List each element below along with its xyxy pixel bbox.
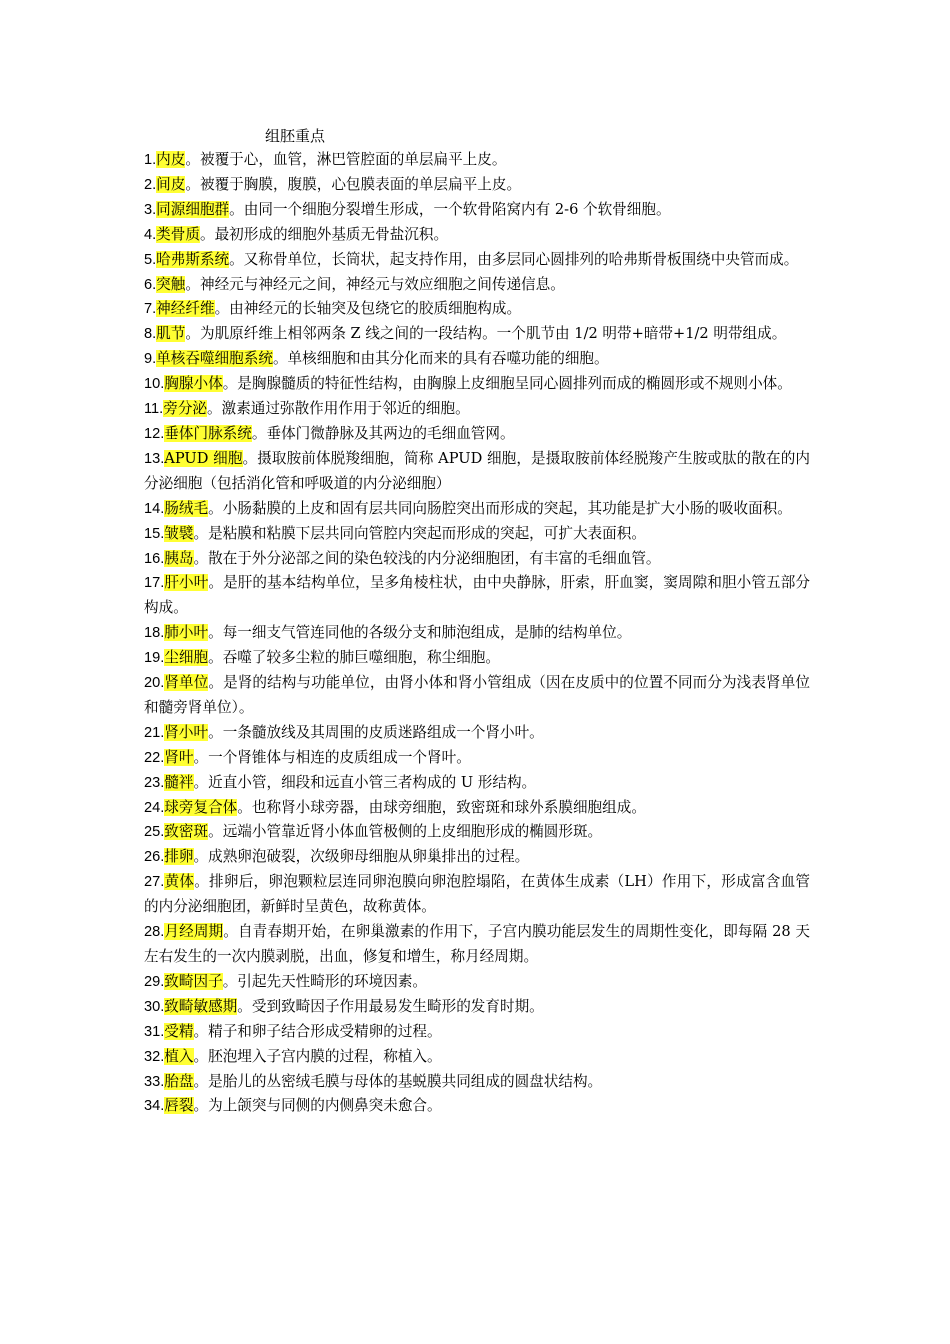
entry-number: 33.	[144, 1073, 165, 1090]
entry-definition: 。被覆于心，血管，淋巴管腔面的单层扁平上皮。	[185, 151, 507, 168]
entry-definition: 。受到致畸因子作用最易发生畸形的发育时期。	[237, 997, 544, 1015]
entry-number: 29.	[144, 973, 165, 990]
glossary-entry	[144, 447, 810, 497]
glossary-entry	[144, 297, 810, 322]
entry-term-highlighted: 同源细胞群	[156, 200, 230, 218]
entry-term-highlighted: 肺小叶	[164, 624, 209, 642]
entry-number: 24.	[144, 799, 165, 816]
glossary-entry	[144, 522, 810, 547]
glossary-entry	[144, 920, 810, 970]
entry-term-highlighted: 黄体	[164, 873, 195, 891]
glossary-entry	[144, 1045, 810, 1070]
entry-term-highlighted: 致畸敏感期	[164, 997, 238, 1015]
entry-definition: 。自青春期开始，在卵巢激素的作用下，子宫内膜功能层发生的周期性变化，即每隔 28 天左右发生的一次内膜剥脱，出血，修复和增生，称月经周期。	[144, 923, 810, 965]
entry-term-highlighted: 肾小叶	[164, 723, 209, 741]
entry-number: 6.	[144, 276, 157, 293]
entry-number: 32.	[144, 1048, 165, 1065]
glossary-entry	[144, 322, 810, 347]
entry-number: 2.	[144, 176, 157, 193]
entry-definition: 。最初形成的细胞外基质无骨盐沉积。	[199, 225, 449, 243]
glossary-entry	[144, 571, 810, 621]
entry-definition: 。又称骨单位，长筒状，起支持作用，由多层同心圆排列的哈弗斯骨板围绕中央管而成。	[229, 250, 799, 268]
entry-number: 15.	[144, 525, 165, 542]
entry-definition: 。胚泡埋入子宫内膜的过程，称植入。	[193, 1047, 442, 1065]
entry-number: 23.	[144, 774, 165, 791]
entry-definition: 。近直小管，细段和远直小管三者构成的 U 形结构。	[193, 773, 537, 791]
entry-definition: 。每一细支气管连同他的各级分支和肺泡组成，是肺的结构单位。	[208, 624, 632, 642]
entry-definition: 。为上颌突与同侧的内侧鼻突未愈合。	[193, 1097, 442, 1115]
entry-number: 25.	[144, 824, 165, 841]
glossary-entry	[144, 671, 810, 721]
entry-term-highlighted: 肾单位	[164, 674, 209, 692]
entry-definition: 。成熟卵泡破裂，次级卵母细胞从卵巢排出的过程。	[193, 848, 530, 866]
glossary-entry	[144, 1094, 810, 1119]
entry-definition: 。是粘膜和粘膜下层共同向管腔内突起而形成的突起，可扩大表面积。	[193, 524, 646, 542]
entry-definition: 。由神经元的长轴突及包绕它的胶质细胞构成。	[214, 300, 522, 318]
entry-definition: 。排卵后，卵泡颗粒层连同卵泡膜向卵泡腔塌陷，在黄体生成素（LH）作用下，形成富含血管的内分泌细胞团，新鲜时呈黄色，故称黄体。	[144, 873, 810, 916]
entry-number: 9.	[144, 351, 157, 368]
entry-term-highlighted: 受精	[164, 1022, 194, 1040]
glossary-entry	[144, 347, 810, 372]
glossary-entry	[144, 422, 810, 447]
entry-number: 31.	[144, 1023, 165, 1040]
entry-term-highlighted: 致畸因子	[164, 972, 223, 990]
glossary-entry	[144, 148, 810, 173]
entry-term-highlighted: 尘细胞	[164, 649, 209, 667]
entry-term-highlighted: 肝小叶	[164, 574, 209, 592]
entry-definition: 。是肾的结构与功能单位，由肾小体和肾小管组成（因在皮质中的位置不同而分为浅表肾单位和髓旁肾单位）。	[144, 674, 810, 716]
entry-definition: 。是胸腺髓质的特征性结构，由胸腺上皮细胞呈同心圆排列而成的椭圆形或不规则小体。	[222, 375, 792, 393]
entry-term-highlighted: 单核吞噬细胞系统	[156, 350, 273, 368]
entry-number: 19.	[144, 650, 165, 667]
entry-term-highlighted: 胎盘	[164, 1072, 194, 1090]
entry-number: 21.	[144, 724, 165, 741]
glossary-entry	[144, 746, 810, 771]
entry-number: 11.	[144, 401, 164, 418]
entry-term-highlighted: 旁分泌	[163, 400, 208, 418]
entry-term-highlighted: 内皮	[156, 151, 186, 168]
entry-term-highlighted: 月经周期	[164, 923, 224, 941]
entry-definition: 。引起先天性畸形的环境因素。	[222, 972, 428, 990]
entry-number: 3.	[144, 201, 157, 218]
entry-definition: 。激素通过弥散作用作用于邻近的细胞。	[207, 400, 470, 418]
entry-term-highlighted: 垂体门脉系统	[164, 424, 252, 442]
glossary-entry	[144, 771, 810, 796]
entry-definition: 。由同一个细胞分裂增生形成，一个软骨陷窝内有 2-6 个软骨细胞。	[229, 200, 671, 218]
glossary-entry	[144, 198, 810, 223]
entry-number: 16.	[144, 550, 165, 567]
entry-definition: 。远端小管靠近肾小体血管极侧的上皮细胞形成的椭圆形斑。	[208, 823, 603, 841]
glossary-entry	[144, 547, 810, 572]
glossary-entry	[144, 372, 810, 397]
glossary-entry	[144, 820, 810, 845]
entry-term-highlighted: 球旁复合体	[164, 798, 238, 816]
entry-number: 8.	[144, 326, 157, 343]
glossary-entry	[144, 273, 810, 298]
entry-number: 17.	[144, 575, 165, 592]
entry-definition: 。散在于外分泌部之间的染色较浅的内分泌细胞团，有丰富的毛细血管。	[193, 549, 661, 567]
entry-definition: 。是肝的基本结构单位，呈多角棱柱状，由中央静脉，肝索，肝血窦，窦周隙和胆小管五部分构成。	[144, 574, 810, 617]
glossary-entry	[144, 870, 810, 920]
entry-term-highlighted: 胰岛	[164, 549, 194, 567]
glossary-entry	[144, 995, 810, 1020]
entry-number: 13.	[144, 450, 165, 467]
entry-term-highlighted: 致密斑	[164, 823, 209, 841]
entry-term-highlighted: 肾叶	[164, 748, 194, 766]
entry-number: 30.	[144, 998, 165, 1015]
entry-number: 26.	[144, 849, 165, 866]
glossary-entry	[144, 223, 810, 248]
entry-definition: 。精子和卵子结合形成受精卵的过程。	[193, 1022, 442, 1040]
entry-definition: 。为肌原纤维上相邻两条 Z 线之间的一段结构。一个肌节由 1/2 明带+暗带+1/2 明带组成。	[185, 325, 787, 343]
entry-number: 4.	[144, 226, 157, 243]
entry-definition: 。是胎儿的丛密绒毛膜与母体的基蜕膜共同组成的圆盘状结构。	[193, 1072, 603, 1090]
entry-term-highlighted: 肌节	[156, 325, 186, 343]
entry-term-highlighted: 哈弗斯系统	[156, 250, 230, 268]
entry-number: 14.	[144, 500, 165, 517]
entry-term-highlighted: 唇裂	[164, 1097, 194, 1115]
entry-definition: 。摄取胺前体脱羧细胞，简称 APUD 细胞，是摄取胺前体经脱羧产生胺或肽的散在的内分泌细胞（包括消化管和呼吸道的内分泌细胞）	[144, 449, 810, 492]
entry-number: 34.	[144, 1098, 165, 1115]
entry-term-highlighted: 胸腺小体	[164, 375, 223, 393]
entry-definition: 。一个肾锥体与相连的皮质组成一个肾叶。	[193, 748, 471, 766]
entry-number: 10.	[144, 376, 165, 393]
glossary-list	[144, 148, 810, 1119]
entry-definition: 。垂体门微静脉及其两边的毛细血管网。	[251, 424, 515, 442]
entry-term-highlighted: 髓袢	[164, 773, 194, 791]
entry-number: 12.	[144, 425, 165, 442]
glossary-entry	[144, 646, 810, 671]
entry-term-highlighted: 肠绒毛	[164, 499, 209, 517]
glossary-entry	[144, 845, 810, 870]
entry-definition: 。被覆于胸膜，腹膜，心包膜表面的单层扁平上皮。	[185, 175, 522, 193]
entry-number: 7.	[144, 301, 157, 318]
entry-term-highlighted: 类骨质	[156, 225, 200, 243]
glossary-entry	[144, 173, 810, 198]
entry-definition: 。单核细胞和由其分化而来的具有吞噬功能的细胞。	[272, 350, 609, 368]
entry-number: 22.	[144, 749, 165, 766]
entry-term-highlighted: 神经纤维	[156, 300, 215, 318]
entry-definition: 。也称肾小球旁器，由球旁细胞，致密斑和球外系膜细胞组成。	[237, 798, 646, 816]
entry-term-highlighted: 植入	[164, 1047, 194, 1065]
entry-number: 1.	[144, 152, 157, 168]
entry-term-highlighted: 排卵	[164, 848, 194, 866]
glossary-entry	[144, 248, 810, 273]
entry-number: 28.	[144, 924, 165, 941]
glossary-entry	[144, 1070, 810, 1095]
entry-term-highlighted: 突触	[156, 275, 186, 293]
glossary-entry	[144, 970, 810, 995]
entry-number: 20.	[144, 675, 165, 692]
entry-number: 18.	[144, 625, 165, 642]
entry-term-highlighted: 皱襞	[164, 524, 194, 542]
entry-definition: 。吞噬了较多尘粒的肺巨噬细胞，称尘细胞。	[208, 649, 500, 667]
entry-definition: 。神经元与神经元之间，神经元与效应细胞之间传递信息。	[185, 275, 565, 293]
glossary-entry	[144, 1020, 810, 1045]
entry-term-highlighted: APUD 细胞	[164, 449, 243, 467]
entry-term-highlighted: 间皮	[156, 175, 186, 193]
entry-number: 5.	[144, 251, 157, 268]
entry-definition: 。一条髓放线及其周围的皮质迷路组成一个肾小叶。	[208, 723, 544, 741]
entry-number: 27.	[144, 874, 165, 891]
glossary-entry	[144, 796, 810, 821]
glossary-entry	[144, 621, 810, 646]
entry-definition: 。小肠黏膜的上皮和固有层共同向肠腔突出而形成的突起，其功能是扩大小肠的吸收面积。	[208, 499, 792, 517]
glossary-entry	[144, 721, 810, 746]
glossary-entry	[144, 497, 810, 522]
document-title: 组胚重点	[265, 127, 326, 145]
glossary-entry	[144, 397, 810, 422]
